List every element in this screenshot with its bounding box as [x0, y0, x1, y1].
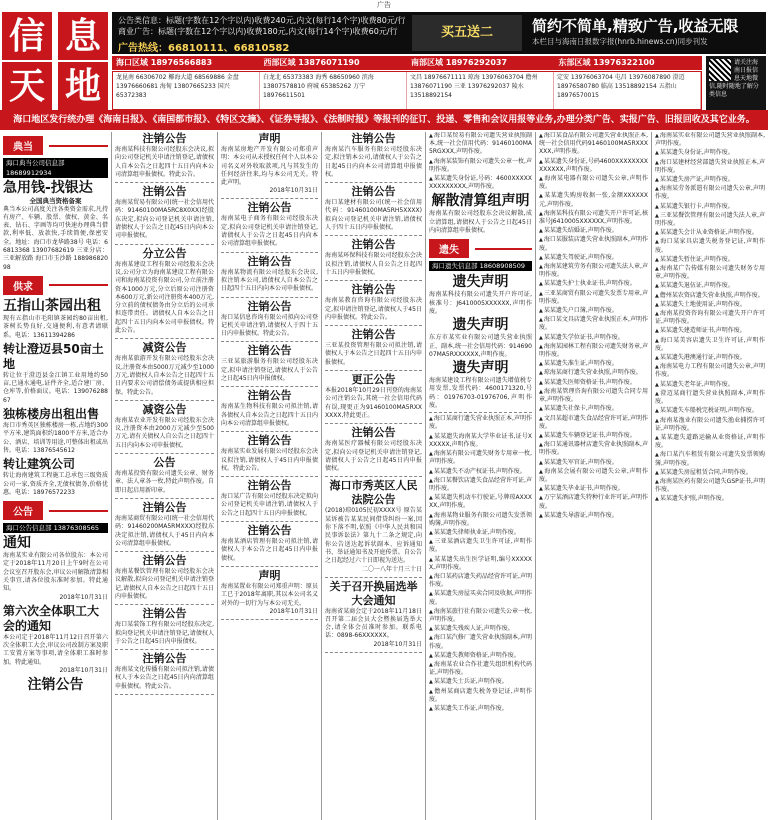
notice-title: 注销公告: [247, 344, 292, 358]
notice-item: ▲ 某某遗失不动产权证书,声明作废。: [429, 468, 532, 476]
notice-body: 海南某文化传播有限公司拟注销,请债权人于本公告之日起45日内向清算组申报债权。特此公告。: [115, 666, 214, 690]
notice-item: ▲ 某某遗失导游证,声明作废。: [539, 512, 648, 520]
notice-title: 注销公告: [247, 434, 292, 448]
notice-ad: [325, 426, 422, 473]
notice-ad: [115, 185, 214, 240]
notice-list: [115, 132, 214, 695]
classified-content: [0, 132, 768, 820]
notice-body: 海南某贸易有限公司(统一社会信用代码：91460100MA5RC8X0XX)经股东决定,拟向公司登记机关申请注销,请债权人于公告之日起45日内向本公司申报债权。: [115, 199, 214, 240]
notice-item: ▲ 三亚某酒店遗失卫生许可证,声明作废。: [429, 538, 532, 554]
notice-title: 注销公告: [142, 500, 187, 514]
top-strip: 广告: [377, 1, 391, 9]
notice-item: ▲ 海南某管理咨询有限公司遗失合同专用章,声明作废。: [539, 388, 648, 404]
rate-line: 商业广告：标题(字数在12个字以内)收费180元,内文(每行14个字)收费60元/行: [118, 27, 398, 36]
notice-title: 注销公告: [247, 201, 292, 215]
notice-title: 注销公告: [351, 132, 396, 145]
notice-item: ▲ 海口某美容店遗失卫生许可证,声明作废。: [655, 337, 765, 353]
notice-ad: [115, 132, 214, 179]
notice-item: ▲ 海口某家具店遗失税务登记证,声明作废。: [655, 238, 765, 254]
column-4: [322, 132, 426, 820]
agent-cell: 龙昆南 66306702 椰海大道 68569886 金盘 13976660681 海甸 13807665233 国兴 65372383: [113, 72, 260, 109]
notice-date: 2018年10月31日: [373, 640, 422, 648]
notice-body: 海南某生物科技有限公司拟注销,请各债权人自本公告之日起四十五日内向本公司清算组申报债权。: [221, 403, 318, 427]
notice-item: ▲ 海口某贸易有限公司遗失营业执照副本,统一社会信用代码：91460100MA5RGXXX,声明作废。: [429, 132, 532, 157]
notice-body: 海南某置业有限公司郑重声明：原员工已于2018年离职,其以本公司名义对外的一切行为与本公司无关。: [221, 582, 318, 607]
notice-body: 海口某广告有限公司经股东决定拟向公司登记机关申请注销,请债权人于公告之日起四十五日内申报债权。: [221, 493, 318, 517]
ad-title: 遗失声明: [452, 317, 509, 334]
column-7: [652, 132, 768, 820]
notice-ad: [325, 373, 422, 420]
notice-item: ▲ 某某遗失购房收据一张,金额XXXXXX元,声明作废。: [539, 192, 648, 208]
notice-item: ▲ 海南某实业有限公司遗失营业执照副本,声明作废。: [655, 132, 765, 148]
branch-item: 东部区域 13976322100: [558, 58, 655, 67]
notice-item: ▲ 某某遗失车船税完税证明,声明作废。: [655, 407, 765, 415]
notice-title: 注销公告: [142, 132, 187, 145]
notice-item: ▲ 海南某投资咨询有限公司遗失开户许可证,声明作废。: [655, 310, 765, 326]
ad-title: 通知: [3, 535, 31, 552]
notice-ad: [221, 389, 318, 428]
notice-item: ▲ 海南某装饰有限公司遗失公章一枚,声明作废。: [429, 158, 532, 174]
notice-title: 注销公告: [247, 524, 292, 538]
notice-item: ▲ 海南某旅行社有限公司遗失公章一枚,声明作废。: [429, 608, 532, 624]
masthead: [0, 10, 768, 110]
notice-body: 海南某餐饮管理有限公司经股东会决议解散,拟向公司登记机关申请注销登记,请债权人自本公告之日起四十五日内申报债权。: [115, 568, 214, 600]
notice-body: 海南某投资有限公司遗失公章、财务章、法人章各一枚,特此声明作废。自即日起启用新印章。: [115, 470, 214, 494]
notice-title: 注销公告: [247, 389, 292, 403]
notice-item: ▲ 某某遗失医师资格证书,声明作废。: [539, 379, 648, 387]
notice-item: ▲ 某某遗失学位证书,声明作废。: [539, 334, 648, 342]
qr-text: 请关注海南日报信息天地微信,随时随地了解分类信息: [709, 59, 759, 98]
ad-subtitle: 全国典当资格备案: [29, 197, 82, 205]
notice-item: ▲ 某某遗失房屋租赁合同,声明作废。: [655, 469, 765, 477]
notice-ad: [221, 300, 318, 339]
notice-items: [655, 132, 765, 504]
notice-ad: [221, 132, 318, 195]
notice-item: ▲ 某某遗失道路运输从业资格证,声明作废。: [655, 434, 765, 450]
section-header: [3, 276, 108, 295]
notice-item: ▲ 海口某药店遗失药品经营许可证,声明作废。: [429, 573, 532, 589]
notice-item: ▲ 某某遗失海南某大学毕业证书,证号XXXXXX,声明作废。: [429, 433, 532, 449]
notice-title: 注销公告: [351, 238, 396, 252]
logo-char: 天: [2, 62, 52, 110]
column-6: [536, 132, 652, 820]
notice-item: ▲ 海南某农业合作社遗失组织机构代码证,声明作废。: [429, 661, 532, 677]
notice-body: 海南某物流有限公司经股东会决议,拟注销本公司,请债权人自本公告之日起四十五日内向本公司申报债权。: [221, 268, 318, 293]
notice-body: 本报2018年10月29日刊登的海南某公司注销公告,其统一社会信用代码有误,现更正为91460100MA5RXXXXXX,特此更正。: [325, 387, 422, 419]
ad-body: 转让位于澄迈县金江镇工业用地约50亩,已通水通电,证件齐全,适合建厂房、仓库等,价格面议。电话：13907628867: [3, 371, 108, 404]
notice-body: 海南某旅游开发有限公司经股东会决议,注册资本由5000万元减少至1000万元,请债权人自本公告之日起四十五日内要求公司清偿债务或提供相应担保。特此公告。: [115, 355, 214, 396]
notice-ad: [221, 201, 318, 248]
notice-list: [221, 132, 318, 620]
notice-body: 海南某商贸有限公司(统一社会信用代码：91460200MA5RMXXX)经股东决定拟注销,请债权人于45日内向本公司清算组申报债权。: [115, 514, 214, 547]
notice-body: 三亚某旅游服务有限公司经股东决定,拟申请注销登记,请债权人于公告之日起45日内申报债权。: [221, 358, 318, 383]
notice-items: [429, 132, 532, 191]
notice-title: 分立公告: [142, 246, 187, 260]
section-phone: 海口遗失信息部 18608908509: [429, 261, 532, 271]
header-info-panel: [112, 12, 766, 54]
ad-title: 转让澄迈县50亩土地: [3, 341, 104, 371]
ad-title: 独栋楼房出租出售: [3, 407, 100, 422]
notice-item: ▲ 海南某科技有限公司遗失开户许可证,核准号J6410005XXXXXX,声明作废。: [539, 210, 648, 226]
agent-cell: 文昌 18976671111 琼海 13976063704 儋州 13876071190 三亚 13976292037 陵水 13518892154: [407, 72, 554, 109]
notice-ad: [221, 255, 318, 294]
notice-title: 减资公告: [142, 341, 187, 355]
column-5: [426, 132, 536, 820]
notice-item: ▲ 某某遗失社保卡,声明作废。: [539, 405, 648, 413]
notice-item: ▲ 海南某医药有限公司遗失GSP证书,声明作废。: [655, 478, 765, 494]
notice-list: [325, 132, 422, 653]
agent-grid: [112, 71, 702, 110]
notice-item: ▲ 某某遗失户口簿,声明作废。: [539, 307, 648, 315]
notice-item: ▲ 某某遗失护照,声明作废。: [655, 495, 765, 503]
notice-ad: [221, 434, 318, 473]
notice-title: 注销公告: [351, 328, 396, 342]
notice-date: 2018年10月31日: [269, 187, 318, 195]
section-tag: 供求: [3, 276, 43, 295]
notice-ad: [115, 501, 214, 548]
notice-title: 声明: [258, 132, 281, 145]
notice-ad: [325, 283, 422, 322]
notice-item: ▲ 某某遗失教师资格证,声明作废。: [429, 652, 532, 660]
section-tag: 典当: [3, 136, 43, 155]
notice-item: ▲ 某某遗失退伍证,声明作废。: [655, 282, 765, 290]
notice-item: ▲ 某某遗失士兵证,声明作废。: [429, 678, 532, 686]
notice-item: ▲ 海口某餐饮店遗失食品经营许可证,声明作废。: [429, 477, 532, 493]
notice-item: ▲ 某某遗失土地使用证,声明作废。: [655, 301, 765, 309]
logo-char: 息: [58, 12, 108, 60]
section-header: [3, 136, 108, 155]
qr-panel: [706, 56, 766, 110]
notice-ad: [115, 341, 214, 396]
ad-body: 东方市某实业有限公司遗失营业执照正、副本,统一社会信用代码：91469007MA5RXXXXXX,声明作废。: [429, 334, 532, 358]
ad-hotline: 广告热线：66810111、66810582: [118, 43, 290, 54]
notice-item: ▲ 海口某建材经营部遗失营业执照正本,声明作废。: [655, 159, 765, 175]
column-2: [112, 132, 218, 820]
notice-item: ▲ 三亚某餐饮管理有限公司遗失法人章,声明作废。: [655, 212, 765, 228]
section-header: [3, 501, 108, 520]
branch-item: 海口区域 18976566883: [116, 58, 213, 67]
ad-title: 急用钱-找银达: [3, 180, 93, 196]
notice-item: ▲ 海口某汽修厂遗失营业执照副本,声明作废。: [429, 634, 532, 650]
ad-title: 注销公告: [27, 676, 84, 693]
notice-ad: [115, 456, 214, 495]
notice-title: 关于召开换届选举大会通知: [329, 579, 418, 607]
notice-title: 注销公告: [142, 652, 187, 666]
notice-item: ▲ 海口某食品有限公司遗失营业执照正本,统一社会信用代码91460100MA5RXXXXXX,声明作废。: [539, 132, 648, 157]
notice-title: 注销公告: [351, 185, 396, 199]
slogan-sub: 本栏目与海南日报数字报(hnrb.hinews.cn)同步刊发: [532, 37, 708, 46]
notice-date: 2018年10月31日: [269, 607, 318, 615]
section-tag: 遗失: [429, 239, 469, 258]
ad-body: 海南某建设工程有限公司遗失增值税专用发票,发票代码：4600171320,号码：01976703-01976706,声明作废。: [429, 377, 532, 409]
notice-item: ▲ 某某遗失暂住证,声明作废。: [655, 256, 765, 264]
ad-title: 第六次全体职工大会的通知: [3, 603, 100, 633]
notice-title: 注销公告: [247, 254, 292, 268]
notice-ad: [325, 328, 422, 367]
notice-title: 海口市秀英区人民法院公告: [329, 479, 418, 507]
column-3: [218, 132, 322, 820]
notice-item: ▲ 海南某广告传媒有限公司遗失财务专用章,声明作废。: [655, 265, 765, 281]
notice-title: 注销公告: [247, 479, 292, 493]
notice-body: 海南某酒店管理有限公司拟注销,请债权人于本公告之日起45日内申报债权。: [221, 538, 318, 562]
notice-item: ▲ 某某遗失房屋买卖合同及收据,声明作废。: [429, 590, 532, 606]
notice-body: 海南某医疗器械有限公司经股东决定,拟向公司登记机关申请注销登记,请债权人于公告之日起45日内申报债权。: [325, 440, 422, 473]
notice-item: ▲ 某某遗失军官证,声明作废。: [539, 459, 648, 467]
notice-ad: [325, 185, 422, 232]
notice-body: 海南某房地产开发有限公司郑重声明：本公司从未授权任何个人以本公司名义对外收取款项,凡与其发生的任何经济往来,均与本公司无关。特此声明。: [221, 146, 318, 187]
notice-item: ▲ 某某遗失会计从业资格证,声明作废。: [655, 229, 765, 237]
ad-body: 转让海南建筑工程施工总承包三级资质公司一家,资质齐全,无债权债务,价格优惠。电话：18976572233: [3, 472, 108, 496]
notice-body: 海南某环保科技有限公司经股东会决议拟注销,请债权人自公告之日起四十五日内申报债权。: [325, 252, 422, 276]
notice-item: ▲ 海南某园林工程有限公司遗失财务章,声明作废。: [539, 343, 648, 359]
notice-item: ▲ 海南某有限公司遗失财务专用章一枚,声明作废。: [429, 450, 532, 466]
notice-item: ▲ 某某遗失护士执业证书,声明作废。: [539, 280, 648, 288]
notice-item: ▲ 某某遗失毕业证书,声明作废。: [539, 485, 648, 493]
ad-title: 解散清算组声明: [431, 193, 530, 210]
notice-title: 声明: [258, 568, 281, 582]
notice-item: ▲ 某某遗失出生医学证明,编号XXXXXX,声明作废。: [429, 556, 532, 572]
notice-body: 海口某信息咨询有限公司拟向公司登记机关申请注销,请债权人于四十五日内申报债权。特此公告。: [221, 313, 318, 338]
qr-code-icon: [709, 59, 731, 81]
ad-body: 海南某有限公司经股东会决议解散,成立清算组,请债权人于公告之日起45日内向清算组申报债权。: [429, 210, 532, 235]
notice-item: ▲ 海南某物业服务有限公司遗失发票领购簿,声明作废。: [429, 512, 532, 528]
notice-item: ▲ 三亚某商贸有限公司遗失发票专用章,声明作废。: [539, 290, 648, 306]
promo-badge: 买五送二: [412, 15, 522, 51]
notice-body: 海南某农业开发有限公司经股东会决议,注册资本由2000万元减少至500万元,请有关债权人自公告之日起四十五日内向本公司申报债权。: [115, 416, 214, 449]
notice-item: ▲ 海口某文具店遗失营业执照正本,声明作废。: [539, 316, 648, 332]
notice-item: ▲ 海南某劳务派遣有限公司遗失公章,声明作废。: [655, 185, 765, 201]
section-phone: 海口典当公司信息部 18689912934: [3, 158, 108, 178]
ad-body: 典当本公司高度关注各类资金需求,凡持有房产、车辆、股票、债权、黄金、名表、钻石、字画等均可快速办理典当借款,利率低、放款快,手续简便,保密安全。地址：海口市龙华路38号 电话：66813368 13907682619 三亚分店：三亚解放路 海口市玉沙路 18898682098: [3, 205, 108, 271]
notice-items: [429, 415, 532, 713]
section-tag: 公告: [3, 501, 43, 520]
notice-title: 减资公告: [142, 402, 187, 416]
notice-item: ▲ 某某遗失银行卡,声明作废。: [655, 203, 765, 211]
notice-items: [539, 132, 648, 520]
notice-item: ▲ 海南某电力工程有限公司遗失公章,声明作废。: [655, 363, 765, 379]
ad-title: 五指山茶园出租: [3, 297, 101, 314]
notice-title: 注销公告: [142, 185, 187, 199]
notice-body: 海口某装饰工程有限公司经股东决定,拟向登记机关申请注销登记,请债权人于公告之日起45日内申报债权。: [115, 621, 214, 645]
notice-body: (2018)琼0105民初XXXX号 原告某某诉被告某某民间借贷纠纷一案,因你下落不明,依照《中华人民共和国民事诉讼法》第九十二条之规定,向你公告送达起诉状副本、应诉通知书、举证通知书及开庭传票。自公告之日起经过六十日即视为送达。: [325, 507, 422, 565]
notice-ad: [115, 607, 214, 646]
notice-title: 注销公告: [142, 554, 187, 568]
notice-body: 海南某教育咨询有限公司经股东决定,拟申请注销登记,请债权人于45日内申报债权。特此公告。: [325, 297, 422, 321]
notice-item: ▲ 儋州某商店遗失税务登记证,声明作废。: [429, 688, 532, 704]
rate-line: 公告类信息：标题(字数在12个字以内)收费240元,内文(每行14个字)收费80元/行: [118, 16, 406, 25]
notice-title: 注销公告: [351, 426, 396, 440]
notice-ad: [221, 479, 318, 518]
notice-item: ▲ 海南某电器有限公司遗失公章,声明作废。: [539, 175, 648, 191]
notice-item: ▲ 海口某通讯器材店遗失营业执照副本,声明作废。: [539, 441, 648, 457]
notice-ad: [325, 238, 422, 277]
ad-body: 本公司定于2018年11月12日召开第六次全体职工大会,审议公司改制方案及职工安置方案等事项,请全体职工准时参加。特此通知。: [3, 633, 108, 666]
notice-date: 二〇一八年十月三十日: [361, 565, 422, 573]
notice-item: ▲ 海南某会展有限公司遗失公章,声明作废。: [539, 468, 648, 484]
notice-item: ▲ 某某遗失房产证,声明作废。: [655, 176, 765, 184]
notice-body: 海南某电子商务有限公司经股东决定,拟向公司登记机关申请注销登记,请债权人于公告之日起45日内向本公司清算组申报债权。: [221, 215, 318, 248]
ad-title: 遗失声明: [452, 360, 509, 377]
notice-ad: [115, 652, 214, 691]
notice-title: 公告: [153, 456, 176, 470]
section-phone: 海口公告信息部 13876308565: [3, 523, 108, 533]
notice-item: ▲ 文昌某超市遗失食品经营许可证,声明作废。: [539, 415, 648, 431]
notice-item: ▲ 某某遗失机动车行驶证,号牌琼AXXXXX,声明作废。: [429, 494, 532, 510]
notice-title: 注销公告: [351, 283, 396, 297]
ad-date: 2018年10月31日: [59, 593, 108, 601]
section-header: [429, 239, 532, 258]
notice-item: ▲ 海南某渔业有限公司遗失渔业捕捞许可证,声明作废。: [655, 417, 765, 433]
notice-item: ▲ 海口某汽车租赁有限公司遗失发票领购簿,声明作废。: [655, 451, 765, 467]
notice-ad: [221, 524, 318, 563]
notice-item: ▲ 万宁某酒店遗失特种行业许可证,声明作废。: [539, 494, 648, 510]
ad-body: 现有五指山市毛阳镇茶园约80亩出租,茶树长势良好,交通便利,有意者请联系。电话：13611394286: [3, 314, 108, 339]
agent-cell: 白龙北 65373383 海秀 68650960 滨海 13807578810 府城 65385262 万宁 18976611501: [260, 72, 407, 109]
notice-item: ▲ 某某遗失结婚证,声明作废。: [539, 227, 648, 235]
notice-body: 海南某建设工程有限公司经股东会决议,公司分立为海南某建设工程有限公司和海南某投资有限公司,分立前注册资本1000万元,分立后原公司注册资本600万元,新公司注册资本400万元,分立前的债权债务由分立后的公司承担连带责任。请债权人自本公告之日起四十五日内向本公司申报债权。特此公告。: [115, 260, 214, 335]
notice-ad: [115, 554, 214, 601]
branch-bar: [112, 56, 702, 70]
notice-item: ▲ 某某遗失残疾人证,声明作废。: [429, 625, 532, 633]
notice-item: ▲ 儋州某农资店遗失营业执照,声明作废。: [655, 292, 765, 300]
column-1: [0, 132, 112, 820]
notice-body: 海南某汽车服务有限公司经股东决定,拟注销本公司,请债权人于公告之日起45日内向本公司清算组申报债权。: [325, 146, 422, 178]
notice-ad: [325, 132, 422, 179]
notice-item: ▲ 某某遗失港澳通行证,声明作废。: [655, 354, 765, 362]
notice-item: ▲ 某某遗失车辆登记证书,声明作废。: [539, 432, 648, 440]
notice-body: 海南某科技有限公司经股东会决议,拟向公司登记机关申请注销登记,请债权人自本公告之日起四十五日内向本公司清算组申报债权。特此公告。: [115, 146, 214, 178]
notice-item: ▲ 海南某建筑劳务有限公司遗失法人章,声明作废。: [539, 263, 648, 279]
notice-body: 海口某建材有限公司(统一社会信用代码：91460100MA5RH5XXXX)拟向公司登记机关申请注销,请债权人于四十五日内申报债权。: [325, 199, 422, 232]
ad-title: 遗失声明: [452, 274, 509, 291]
notice-body: 海南省某商会定于2018年11月18日召开第二届会员大会暨换届选举大会,请全体会员准时参加。联系电话：0898-66XXXXXX。: [325, 607, 422, 640]
notice-item: ▲ 琼海某商行遗失营业执照,声明作废。: [539, 369, 648, 377]
notice-ad: [221, 344, 318, 383]
notice-item: ▲ 某某遗失身份证,号码4600XXXXXXXXXXXXXX,声明作废。: [539, 158, 648, 174]
notice-ad: [115, 247, 214, 336]
notice-ad: [325, 580, 422, 649]
notice-title: 注销公告: [247, 299, 292, 313]
notice-title: 注销公告: [142, 607, 187, 621]
notice-title: 更正公告: [351, 373, 396, 387]
logo-char: 信: [2, 12, 52, 60]
logo-char: 地: [58, 62, 108, 110]
notice-item: ▲ 某某遗失身份证,号码：4600XXXXXXXXXXXXXX,声明作废。: [429, 175, 532, 191]
notice-ad: [325, 479, 422, 573]
notice-item: ▲ 某某遗失准生证,声明作废。: [539, 360, 648, 368]
notice-item: ▲ 某某遗失身份证,声明作废。: [655, 149, 765, 157]
notice-body: 三亚某投资管理有限公司拟注销,请债权人于本公告之日起四十五日内申报债权。: [325, 342, 422, 366]
service-banner: 海口地区发行统办理《海南日报》、《南国都市报》、《特区文摘》、《证券导报》、《法制时报》等报刊的征订、投递、零售和会议用报等业务,办理分类广告、实报广告、旧报回收及其它业务。: [0, 110, 768, 130]
notice-item: ▲ 海口某服装店遗失营业执照副本,声明作废。: [539, 236, 648, 252]
notice-item: ▲ 某某遗失律师执业证,声明作废。: [429, 529, 532, 537]
ad-title: 转让建筑公司: [3, 457, 76, 472]
notice-body: 海南某实业发展有限公司经股东会决议拟注销,请债权人于45日内申报债权。特此公告。: [221, 448, 318, 472]
notice-item: ▲ 某某遗失建造师证书,声明作废。: [655, 327, 765, 335]
notice-item: ▲ 澄迈某商行遗失营业执照副本,声明作废。: [655, 390, 765, 406]
agent-cell: 定安 13976063704 屯昌 13976087890 澄迈 18976580780 临高 13518892154 五指山 18976570015: [554, 72, 701, 109]
branch-item: 南部区域 18976292037: [411, 58, 508, 67]
ad-date: 2018年10月31日: [59, 666, 108, 674]
notice-item: ▲ 海口某商行遗失营业执照正本,声明作废。: [429, 415, 532, 431]
notice-item: ▲ 某某遗失驾驶证,声明作废。: [539, 254, 648, 262]
ad-body: 海南某实业有限公司各位股东：本公司定于2018年11月20日上午9时在公司会议室召开股东会,审议公司解散清算相关事宜,请各位股东准时参加。特此通知。: [3, 552, 108, 593]
slogan: 简约不简单,精致广告,收益无限: [532, 17, 739, 35]
notice-ad: [221, 569, 318, 616]
ad-body: 海口市秀英区独栋楼房一栋,占地约300平方米,建筑面积约1800平方米,适合办公、酒店、培训等用途,可整体出租或出售。电话：13876545612: [3, 422, 108, 454]
notice-item: ▲ 某某遗失工作证,声明作废。: [429, 705, 532, 713]
notice-item: ▲ 某某遗失老年证,声明作废。: [655, 381, 765, 389]
notice-ad: [115, 403, 214, 450]
branch-item: 西部区域 13876071190: [263, 58, 360, 67]
ad-body: 海南某科技有限公司遗失开户许可证,核准号：J6410005XXXXXX,声明作废。: [429, 291, 532, 315]
